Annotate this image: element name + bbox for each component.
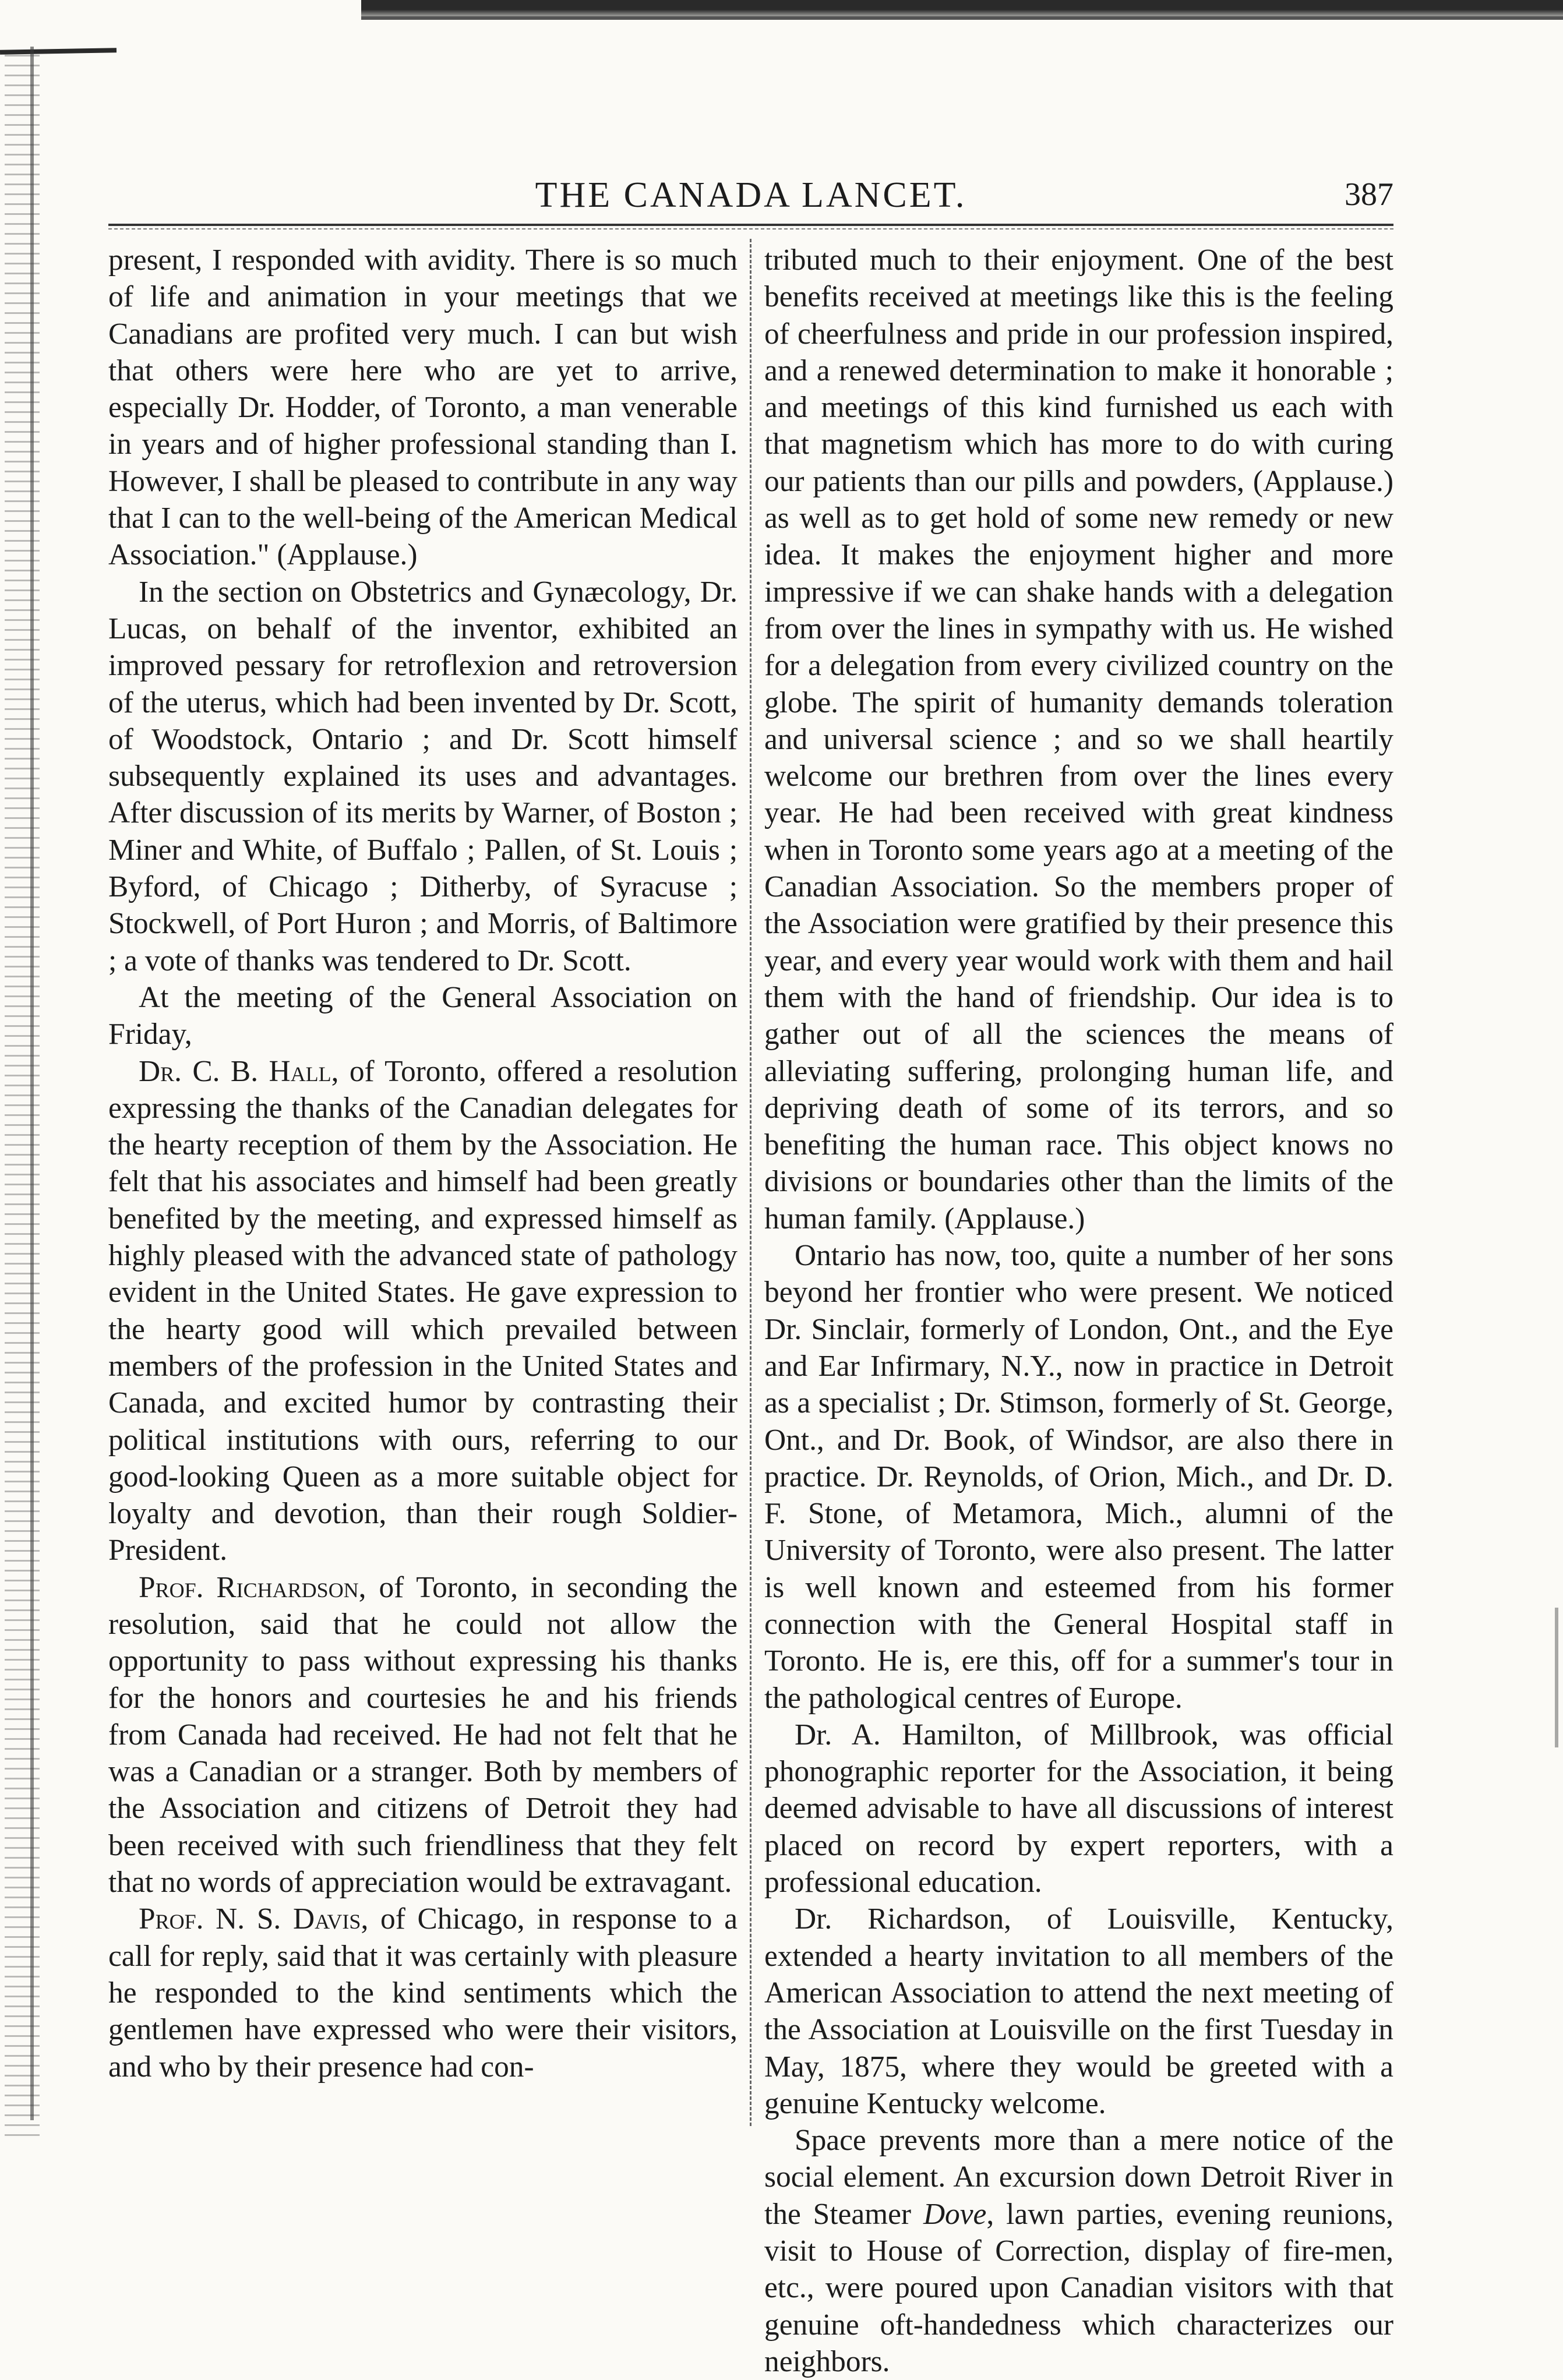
paragraph [764,2122,1393,2380]
speaker-name: Prof. N. S. Davis, [139,1902,369,1936]
paragraph: present, I responded with avidity. There is so much of life and animation in your meetings that we Canadians are profited very much. I can but wish that others were here who are yet to arrive, especially Dr. Hodder, of Toronto, a man venerable in years and of higher professional standing than I. However, I shall be pleased to contribute in any way that I can to the well-being of the American Medical Association." (Applause.) [108,243,738,572]
paragraph-text: of Chicago, in response to a call for reply, said that it was certainly with pleasure he responded to the kind sentiments which the gentlemen have expressed who were their visitors, and who by their presence had con- [108,1902,738,2084]
paragraph [108,1053,738,1569]
journal-title: THE CANADA LANCET. [535,175,967,215]
speaker-name: Dr. C. B. Hall, [139,1054,339,1088]
paragraph: Dr. A. Hamilton, of Millbrook, was official phonographic reporter for the Association, it being deemed advisable to have all discussions of interest placed on record by expert reporters, with a professional education. [764,1718,1393,1899]
scan-left-edge [5,47,40,2144]
scan-left-edge-line [30,47,34,2120]
scan-top-border [361,0,1563,17]
paragraph: tributed much to their enjoyment. One of the best benefits received at meetings like this is the feeling of cheerfulness and pride in our profession inspired, and a renewed determination to make it honorable ; and meetings of this kind furnished us each with that magnetism which has more to do with curing our patients than our pills and powders, (Applause.) as well as to get hold of some new remedy or new idea. It makes the enjoyment higher and more impressive if we can shake hands with a delegation from over the lines in sympathy with us. He wished for a delegation from every civilized country on the globe. The spirit of humanity demands toleration and universal science ; and so we shall heartily welcome our brethren from over the lines every year. He had been received with great kindness when in Toronto some years ago at a meeting of the Canadian Association. So the members proper of the Association were gratified by their presence this year, and every year would work with them and hail them with the hand of friendship. Our idea is to gather out of all the sciences the means of alleviating suffering, prolonging human life, and depriving death of some of its terrors, and so benefiting the human race. This object knows no divisions or boundaries other than the limits of the human family. (Applause.) [764,243,1393,1235]
paragraph-text: , lawn parties, evening reunions, visit to House of Correction, display of fire-men, etc., were poured upon Canadian visitors with that genuine oft-handedness which characterizes our neighbors. [764,2197,1393,2378]
paragraph: At the meeting of the General Association on Friday, [108,980,738,1051]
scan-top-border-line [361,16,1563,20]
running-header [108,175,1393,221]
speaker-name: Prof. Richardson, [139,1570,366,1604]
paragraph-text: of Toronto, offered a resolution expressing the thanks of the Canadian delegates for the hearty reception of them by the Association. He felt that his associates and himself had been greatly benefited by the meeting, and expressed himself as highly pleased with the advanced state of pathology evident in the United States. He gave expression to the hearty good will which prevailed between members of the profession in the United States and Canada, and excited humor by contrasting their political institutions with ours, referring to our good-looking Queen as a more suitable object for loyalty and devotion, than their rough Soldier-President. [108,1054,738,1567]
paragraph-text: Space prevents more than a mere notice of the social element. An excursion down Detroit River in the Steamer [764,2124,1393,2231]
paragraph-text: of Toronto, in seconding the resolution, said that he could not allow the opportunity to pass without expressing his thanks for the honors and courtesies he and his friends from Canada had received. He had not felt that he was a Canadian or a stranger. Both by members of the Association and citizens of Detroit they had been received with such friendliness that they felt that no words of appreciation would be extravagant. [108,1570,738,1899]
ship-name: Dove [923,2197,987,2231]
paragraph [108,1901,738,2085]
page-number: 387 [1345,176,1393,213]
paragraph: In the section on Obstetrics and Gynæcology, Dr. Lucas, on behalf of the inventor, exhibited an improved pessary for retroflexion and retroversion of the uterus, which had been invented by Dr. Scott, of Woodstock, Ontario ; and Dr. Scott himself subsequently explained its uses and advantages. After discussion of its merits by Warner, of Boston ; Miner and White, of Buffalo ; Pallen, of St. Louis ; Byford, of Chicago ; Ditherby, of Syracuse ; Stockwell, of Port Huron ; and Morris, of Baltimore ; a vote of thanks was tendered to Dr. Scott. [108,575,738,977]
left-column [108,242,738,2106]
scan-right-edge [1555,1608,1558,1747]
paragraph [108,1569,738,1901]
paragraph: Ontario has now, too, quite a number of her sons beyond her frontier who were present. We noticed Dr. Sinclair, formerly of London, Ont., and the Eye and Ear Infirmary, N.Y., now in practice in Detroit as a specialist ; Dr. Stimson, formerly of St. George, Ont., and Dr. Book, of Windsor, are also there in practice. Dr. Reynolds, of Orion, Mich., and Dr. D. F. Stone, of Metamora, Mich., alumni of the University of Toronto, were also present. The latter is well known and esteemed from his former connection with the General Hospital staff in Toronto. He is, ere this, off for a summer's tour in the pathological centres of Europe. [764,1239,1393,1715]
header-rule-secondary [108,228,1393,229]
header-rule [108,224,1393,226]
column-divider [750,239,751,2126]
right-column [764,242,1393,2378]
paragraph: Dr. Richardson, of Louisville, Kentucky, extended a hearty invitation to all members of the American Association to attend the next meeting of the Association at Louisville on the first Tuesday in May, 1875, where they would be greeted with a genuine Kentucky welcome. [764,1902,1393,2120]
